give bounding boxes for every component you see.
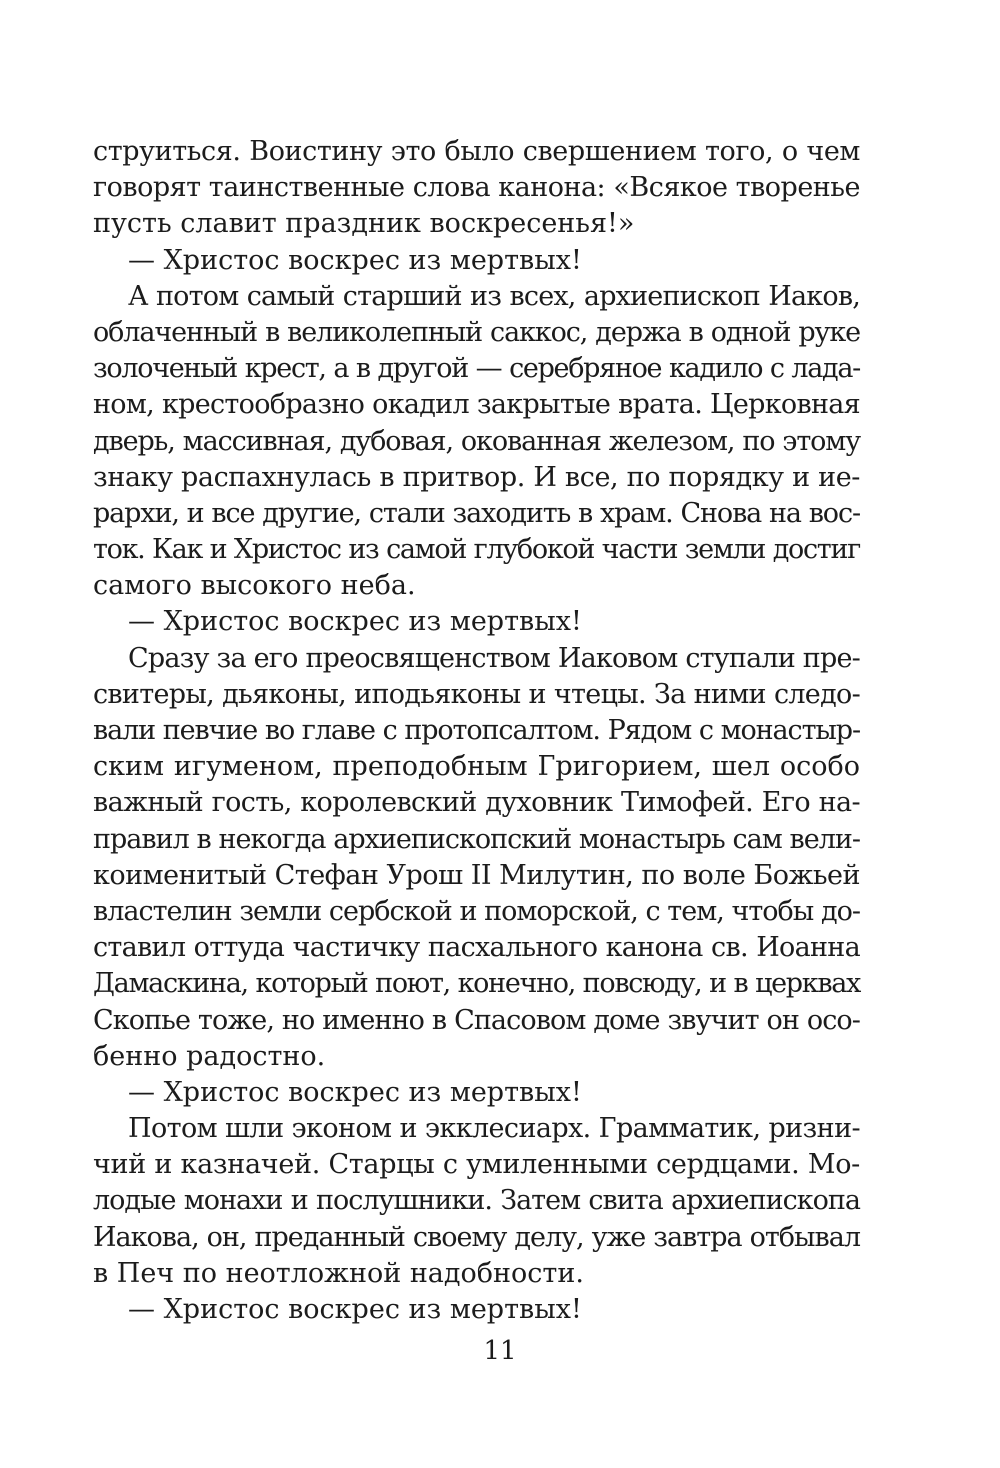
text-line: знаку распахнулась в притвор. И все, по порядку и ие- [93,461,860,493]
text-line: коименитый Стефан Урош II Милутин, по воле Божьей [93,859,861,891]
text-line: властелин земли сербской и поморской, с тем, чтобы до- [93,895,860,927]
text-line: чий и казначей. Старцы с умиленными сердцами. Мо- [93,1149,860,1181]
text-line: лодые монахи и послушники. Затем свита архиепископа [93,1185,860,1217]
text-line: Сразу за его преосвященством Иаковом ступали пре- [128,642,860,674]
text-line: вали певчие во главе с протопсалтом. Рядом с монастыр- [93,715,860,746]
text-line: А потом самый старший из всех, архиепископ Иаков, [128,280,860,312]
text-line: свитеры, дьяконы, иподьяконы и чтецы. За ними следо- [93,678,860,710]
dialogue-line: — Христос воскрес из мертвых! [128,244,582,276]
dialogue-line: — Христос воскрес из мертвых! [128,1294,582,1325]
text-line: ток. Как и Христос из самой глубокой части земли достиг [93,534,860,566]
text-line: важный гость, королевский духовник Тимофей. Его на- [93,787,860,819]
text-line: Скопье тоже, но именно в Спасовом доме звучит он осо- [93,1004,860,1036]
text-line: Дамаскина, который поют, конечно, повсюду, и в церквах [93,968,860,1000]
text-line: ном, крестообразно окадил закрытые врата. Церковная [93,389,860,421]
text-line: рархи, и все другие, стали заходить в храм. Снова на вос- [93,497,860,529]
text-line: золоченый крест, а в другой — серебряное кадило с лада- [93,353,860,385]
dialogue-line: — Христос воскрес из мертвых! [128,1076,582,1108]
text-line: ским игуменом, преподобным Григорием, шел особо [93,751,860,783]
text-line: струиться. Воистину это было свершением того, о чем [93,136,860,167]
text-line: самого высокого неба. [93,570,416,602]
text-line: Потом шли эконом и экклесиарх. Грамматик, ризни- [128,1113,860,1145]
text-line: в Печ по неотложной надобности. [93,1257,584,1289]
text-line: говорят таинственные слова канона: «Всякое творенье [93,172,860,204]
text-line: дверь, массивная, дубовая, окованная железом, по этому [93,425,860,457]
text-line: пусть славит праздник воскресенья!» [93,208,635,240]
text-line: правил в некогда архиепископский монастырь сам вели- [93,823,860,855]
text-line: Иакова, он, преданный своему делу, уже завтра отбывал [93,1221,860,1253]
dialogue-line: — Христос воскрес из мертвых! [128,606,582,638]
text-line: облаченный в великолепный саккос, держа в одной руке [93,316,860,348]
page-number: 11 [483,1336,517,1366]
text-line: бенно радостно. [93,1040,326,1072]
text-line: ставил оттуда частичку пасхального канона св. Иоанна [93,932,860,964]
body-text [93,134,860,1328]
